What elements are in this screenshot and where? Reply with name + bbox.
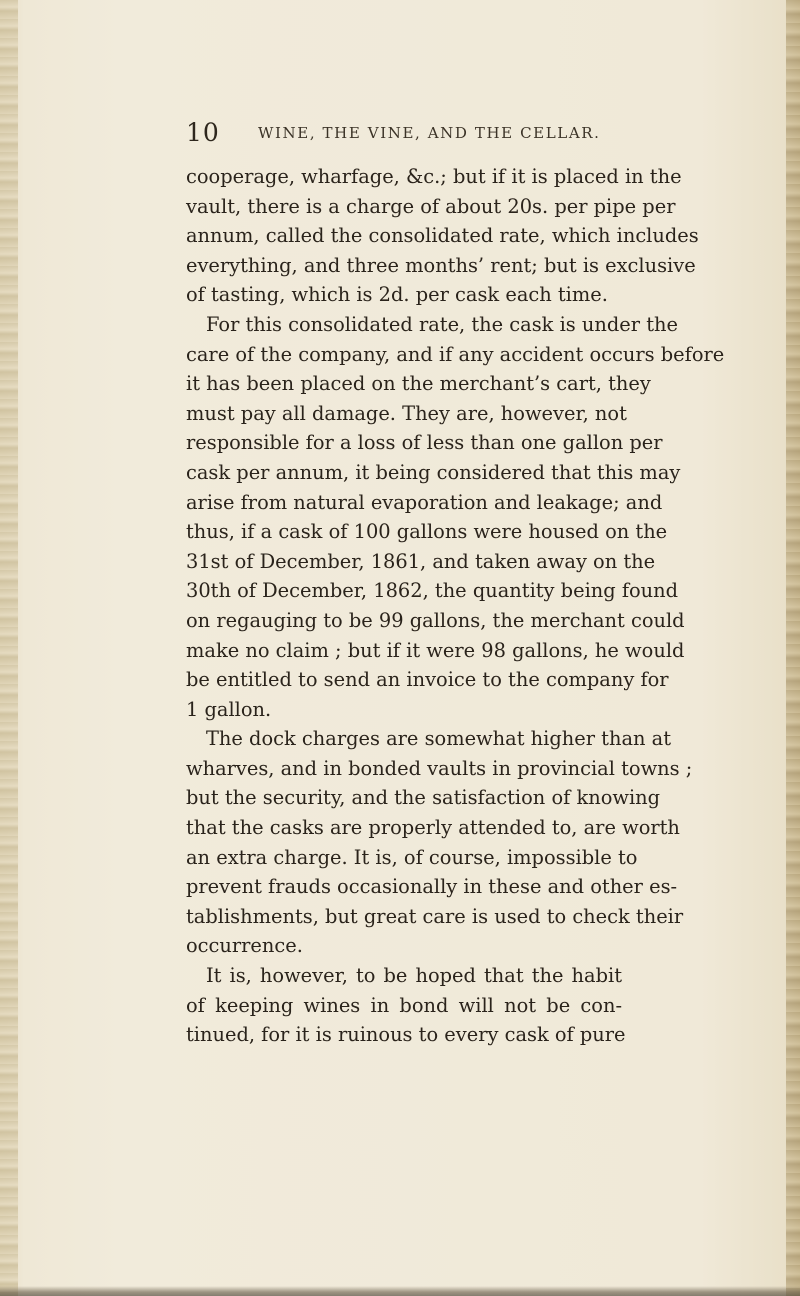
text-line: vault, there is a charge of about 20s. per pipe per (186, 194, 676, 218)
text-line: be entitled to send an invoice to the company for (186, 668, 669, 692)
text-line: annum, called the consolidated rate, which includes (186, 224, 699, 248)
text-line: arise from natural evaporation and leakage; and (186, 490, 663, 514)
text-line: occurrence. (186, 934, 303, 958)
text-line: cask per annum, it being considered that this may (186, 460, 681, 484)
text-line: 1 gallon. (186, 697, 272, 721)
text-line: make no claim ; but if it were 98 gallons, he would (186, 638, 685, 662)
text-line: For this consolidated rate, the cask is under the (206, 312, 678, 336)
text-line: prevent frauds occasionally in these and other es- (186, 875, 678, 899)
text-line: it has been placed on the merchant’s cart, they (186, 372, 651, 396)
page-left-edge (0, 0, 18, 1296)
page-bottom-edge (0, 1286, 800, 1296)
text-line: of tasting, which is 2d. per cask each time. (186, 283, 608, 307)
running-head: WINE, THE VINE, AND THE CELLAR. (258, 124, 601, 142)
body-text (186, 162, 725, 1050)
page-number: 10 (186, 118, 220, 147)
text-line: tablishments, but great care is used to check their (186, 904, 684, 928)
text-line: cooperage, wharfage, &c.; but if it is placed in the (186, 165, 682, 188)
text-line: 30th of December, 1862, the quantity being found (186, 579, 679, 603)
page-right-edge (786, 0, 800, 1296)
text-line: It is, however, to be hoped that the habit (206, 964, 622, 988)
text-line: thus, if a cask of 100 gallons were housed on the (186, 520, 668, 544)
text-line: an extra charge. It is, of course, impossible to (186, 845, 638, 869)
text-line: but the security, and the satisfaction of knowing (186, 786, 661, 810)
text-line: tinued, for it is ruinous to every cask of pure (186, 1023, 626, 1047)
text-line: The dock charges are somewhat higher than at (206, 727, 672, 751)
text-line: that the casks are properly attended to, are worth (186, 816, 680, 840)
text-line: on regauging to be 99 gallons, the merchant could (186, 608, 685, 632)
text-line: must pay all damage. They are, however, not (186, 401, 627, 425)
text-line: responsible for a loss of less than one gallon per (186, 431, 663, 455)
text-line: everything, and three months’ rent; but is exclusive (186, 253, 696, 277)
page-header (0, 118, 800, 148)
text-line: wharves, and in bonded vaults in provincial towns ; (186, 756, 693, 780)
text-line: 31st of December, 1861, and taken away on the (186, 549, 656, 573)
text-line: care of the company, and if any accident occurs before (186, 342, 725, 366)
text-line: of keeping wines in bond will not be con- (186, 993, 622, 1017)
